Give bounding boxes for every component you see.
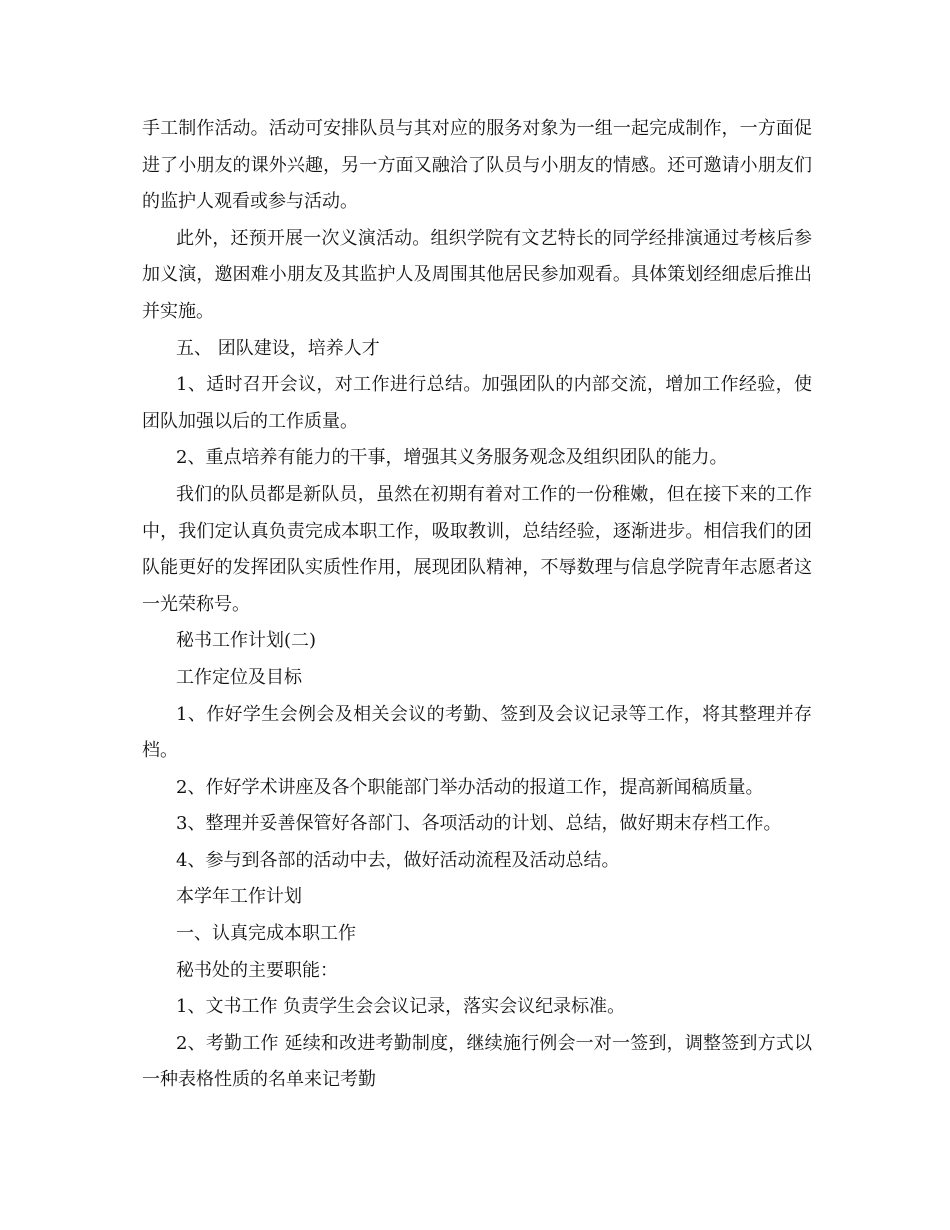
section-heading: 五、 团队建设，培养人才 [176,337,380,359]
list-item: 1、文书工作 负责学生会会议记录，落实会议纪录标准。 [176,996,626,1018]
document-subtitle: 秘书工作计划(二) [176,630,317,652]
section-heading: 一、认真完成本职工作 [176,923,356,945]
document-body [142,111,812,1099]
section-heading: 工作定位及目标 [176,666,302,688]
paragraph: 手工制作活动。活动可安排队员与其对应的服务对象为一组一起完成制作，一方面促进了小朋友的课外兴趣，另一方面又融洽了队员与小朋友的情感。还可邀请小朋友们的监护人观看或参与活动。 [142,118,812,213]
list-item: 2、考勤工作 延续和改进考勤制度，继续施行例会一对一签到，调整签到方式以一种表格性质的名单来记考勤 [142,1032,812,1091]
list-item: 1、作好学生会例会及相关会议的考勤、签到及会议记录等工作，将其整理并存档。 [142,703,812,762]
paragraph: 秘书处的主要职能： [176,959,338,981]
section-heading: 本学年工作计划 [176,886,302,908]
list-item: 3、整理并妥善保管好各部门、各项活动的计划、总结，做好期末存档工作。 [176,813,782,835]
paragraph: 此外，还预开展一次义演活动。组织学院有文艺特长的同学经排演通过考核后参加义演，邀困难小朋友及其监护人及周围其他居民参加观看。具体策划经细虑后推出并实施。 [142,227,812,322]
list-item: 2、重点培养有能力的干事，增强其义务服务观念及组织团队的能力。 [176,447,728,469]
paragraph: 我们的队员都是新队员，虽然在初期有着对工作的一份稚嫩，但在接下来的工作中，我们定认真负责完成本职工作，吸取教训，总结经验，逐渐进步。相信我们的团队能更好的发挥团队实质性作用，展现团队精神，不辱数理与信息学院青年志愿者这一光荣称号。 [142,483,812,615]
list-item: 2、作好学术讲座及各个职能部门举办活动的报道工作，提高新闻稿质量。 [176,776,764,798]
list-item: 1、适时召开会议，对工作进行总结。加强团队的内部交流，增加工作经验，使团队加强以后的工作质量。 [142,374,812,432]
list-item: 4、参与到各部的活动中去，做好活动流程及活动总结。 [176,849,620,871]
